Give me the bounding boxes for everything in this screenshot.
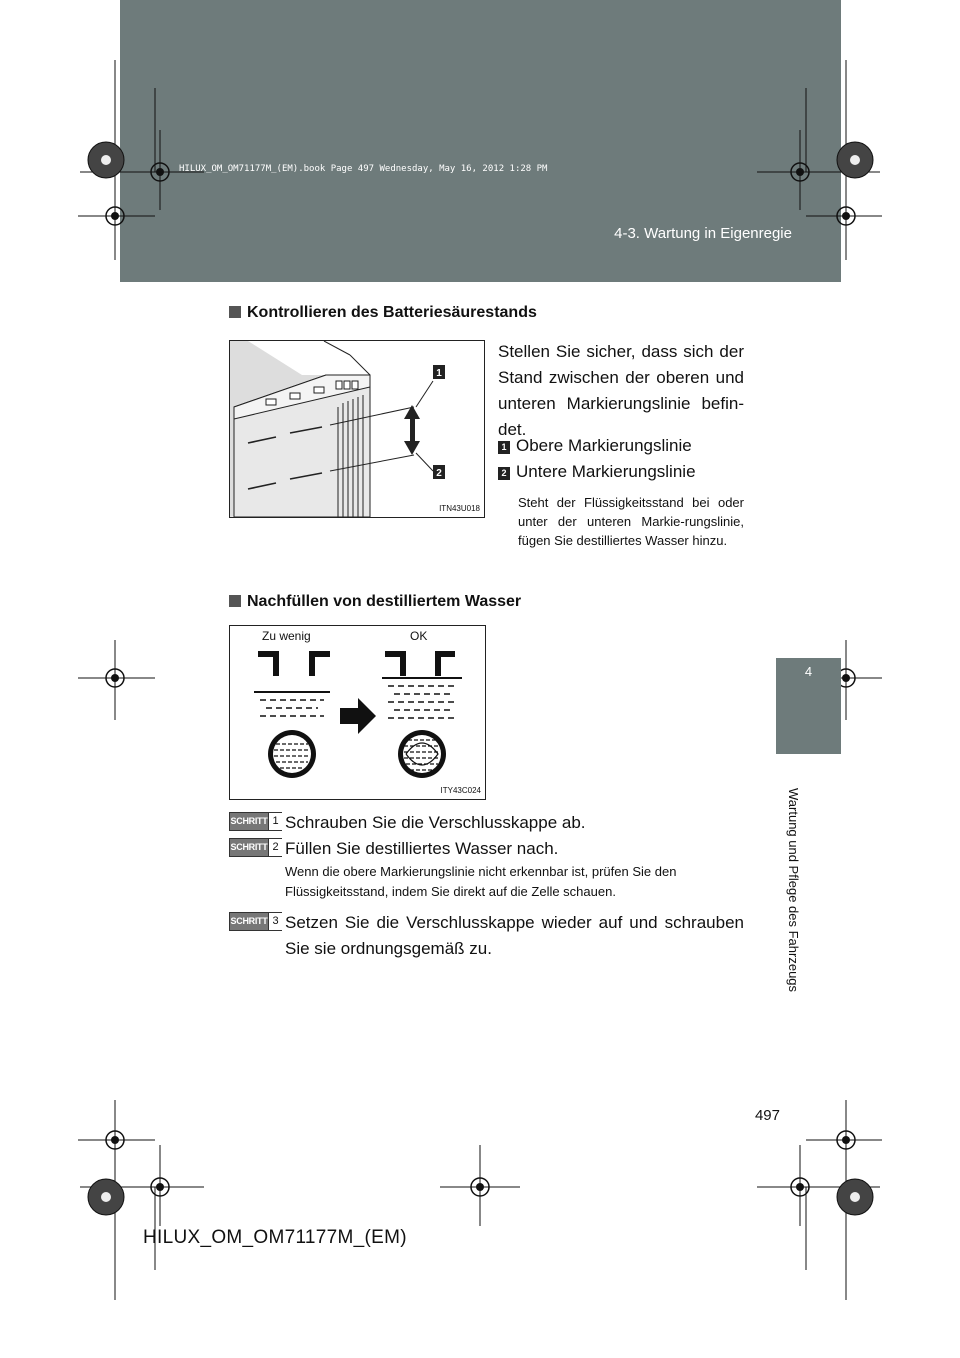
step-badge <box>229 912 282 931</box>
step-text: Füllen Sie destilliertes Wasser nach. <box>285 839 559 858</box>
bullet-square-icon <box>229 595 241 607</box>
battery-level-figure <box>229 340 485 518</box>
marker-lower-line <box>498 462 696 482</box>
page-number: 497 <box>754 1107 780 1124</box>
footer-doc-id: HILUX_OM_OM71177M_(EM) <box>143 1227 407 1248</box>
section1-paragraph: Stellen Sie sicher, dass sich der Stand zwischen der oberen und unteren Markierungslinie befin-det. <box>498 342 744 439</box>
step-badge-label: SCHRITT <box>230 816 268 826</box>
section-heading-text: Nachfüllen von destilliertem Wasser <box>247 593 522 610</box>
label-too-little: Zu wenig <box>262 629 311 643</box>
step-badge-number: 3 <box>268 913 282 930</box>
step-badge-number: 1 <box>268 813 282 830</box>
marker-number-badge: 1 <box>498 441 510 454</box>
step-text: Schrauben Sie die Verschlusskappe ab. <box>285 813 586 832</box>
step-badge <box>229 812 282 831</box>
marker-label: Obere Markierungslinie <box>516 436 692 455</box>
marker-upper-line <box>498 436 692 456</box>
water-refill-figure <box>229 625 486 800</box>
step-badge-label: SCHRITT <box>230 916 268 926</box>
chapter-number: 4 <box>804 664 813 679</box>
marker-number-badge: 2 <box>498 467 510 480</box>
svg-text:1: 1 <box>436 368 442 379</box>
section1-note: Steht der Flüssigkeitsstand bei oder unter der unteren Markie-rungslinie, fügen Sie destilliertes Wasser hinzu. <box>518 495 744 548</box>
step-badge-number: 2 <box>268 839 282 856</box>
section-heading <box>229 304 537 322</box>
step2-note: Wenn die obere Markierungslinie nicht erkennbar ist, prüfen Sie den Flüssigkeitsstand, indem Sie direkt auf die Zelle schauen. <box>285 864 677 899</box>
step-badge-label: SCHRITT <box>230 842 268 852</box>
section-heading <box>229 593 521 611</box>
step-text: Setzen Sie die Verschlusskappe wieder auf und schrauben Sie sie ordnungsgemäß zu. <box>285 913 744 958</box>
section-title: 4-3. Wartung in Eigenregie <box>614 225 792 242</box>
step-badge <box>229 838 282 857</box>
section-heading-text: Kontrollieren des Batteriesäurestands <box>247 304 537 321</box>
book-info-line: HILUX_OM_OM71177M_(EM).book Page 497 Wednesday, May 16, 2012 1:28 PM <box>179 164 548 174</box>
bullet-square-icon <box>229 306 241 318</box>
label-ok: OK <box>410 629 428 643</box>
figure-code: ITY43C024 <box>440 786 481 795</box>
svg-text:2: 2 <box>436 468 442 479</box>
battery-illustration <box>230 341 484 517</box>
refill-illustration <box>230 626 485 799</box>
chapter-title-text: Wartung und Pflege des Fahrzeugs <box>786 788 801 993</box>
marker-label: Untere Markierungslinie <box>516 462 696 481</box>
figure-code: ITN43U018 <box>439 504 480 513</box>
